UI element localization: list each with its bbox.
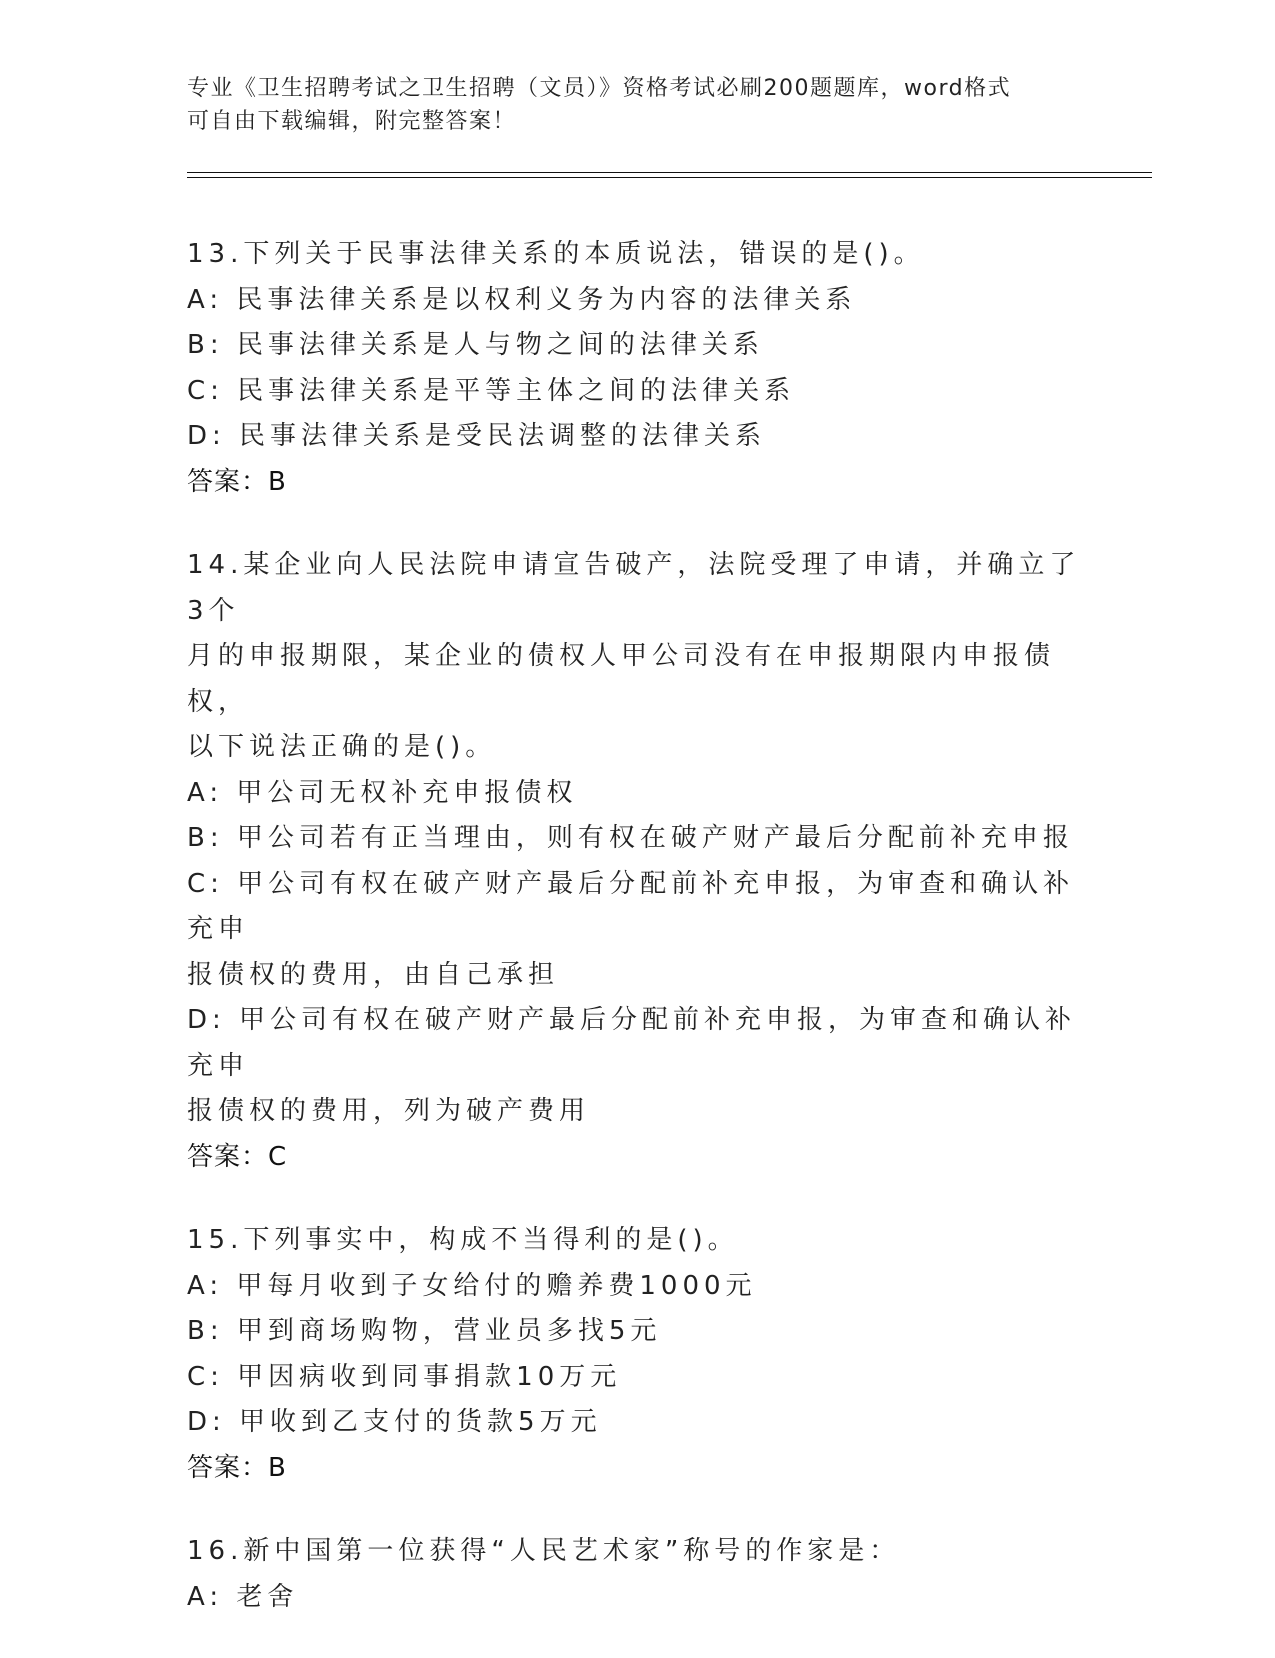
question-stem: 16.新中国第一位获得“人民艺术家”称号的作家是： [187,1536,901,1566]
question-stem: 以下说法正确的是()。 [187,732,497,762]
answer-key: 答案：B [187,466,287,497]
question-stem: 14.某企业向人民法院申请宣告破产，法院受理了申请，并确立了3个 [187,550,1081,626]
answer-option: A: 老舍 [187,1581,299,1612]
answer-option: 报债权的费用，由自己承担 [187,959,560,990]
answer-key: 答案：C [187,1141,288,1172]
question-block [187,1218,1087,1491]
answer-option: A: 甲公司无权补充申报债权 [187,777,578,808]
answer-option: B: 甲公司若有正当理由，则有权在破产财产最后分配前补充申报 [187,823,1074,853]
question-stem: 15.下列事实中，构成不当得利的是()。 [187,1225,739,1255]
answer-option: D: 甲收到乙支付的货款5万元 [187,1407,602,1437]
answer-option: C: 民事法律关系是平等主体之间的法律关系 [187,375,796,406]
answer-option: 报债权的费用，列为破产费用 [187,1096,591,1126]
answer-option: B: 甲到商场购物，营业员多找5元 [187,1316,662,1346]
question-list [187,232,1087,1658]
question-block [187,232,1087,505]
answer-option: A: 甲每月收到子女给付的赡养费1000元 [187,1270,757,1301]
header-divider-bottom [187,177,1152,178]
document-header [187,72,1087,138]
question-stem: 月的申报期限，某企业的债权人甲公司没有在申报期限内申报债权， [187,641,1056,717]
question-block [187,1529,1087,1620]
answer-option: C: 甲公司有权在破产财产最后分配前补充申报，为审查和确认补充申 [187,868,1075,944]
question-stem: 13.下列关于民事法律关系的本质说法，错误的是()。 [187,239,925,269]
answer-option: D: 甲公司有权在破产财产最后分配前补充申报，为审查和确认补充申 [187,1005,1077,1081]
header-divider-top [187,172,1152,173]
answer-option: C: 甲因病收到同事捐款10万元 [187,1361,622,1392]
question-block [187,543,1087,1180]
answer-option: B: 民事法律关系是人与物之间的法律关系 [187,330,764,360]
answer-key: 答案：B [187,1452,287,1483]
answer-option: D: 民事法律关系是受民法调整的法律关系 [187,421,767,451]
answer-option: A: 民事法律关系是以权利义务为内容的法律关系 [187,284,857,315]
header-line-2: 可自由下载编辑，附完整答案！ [187,109,517,134]
header-line-1: 专业《卫生招聘考试之卫生招聘（文员）》资格考试必刷200题题库，word格式 [187,76,1012,101]
